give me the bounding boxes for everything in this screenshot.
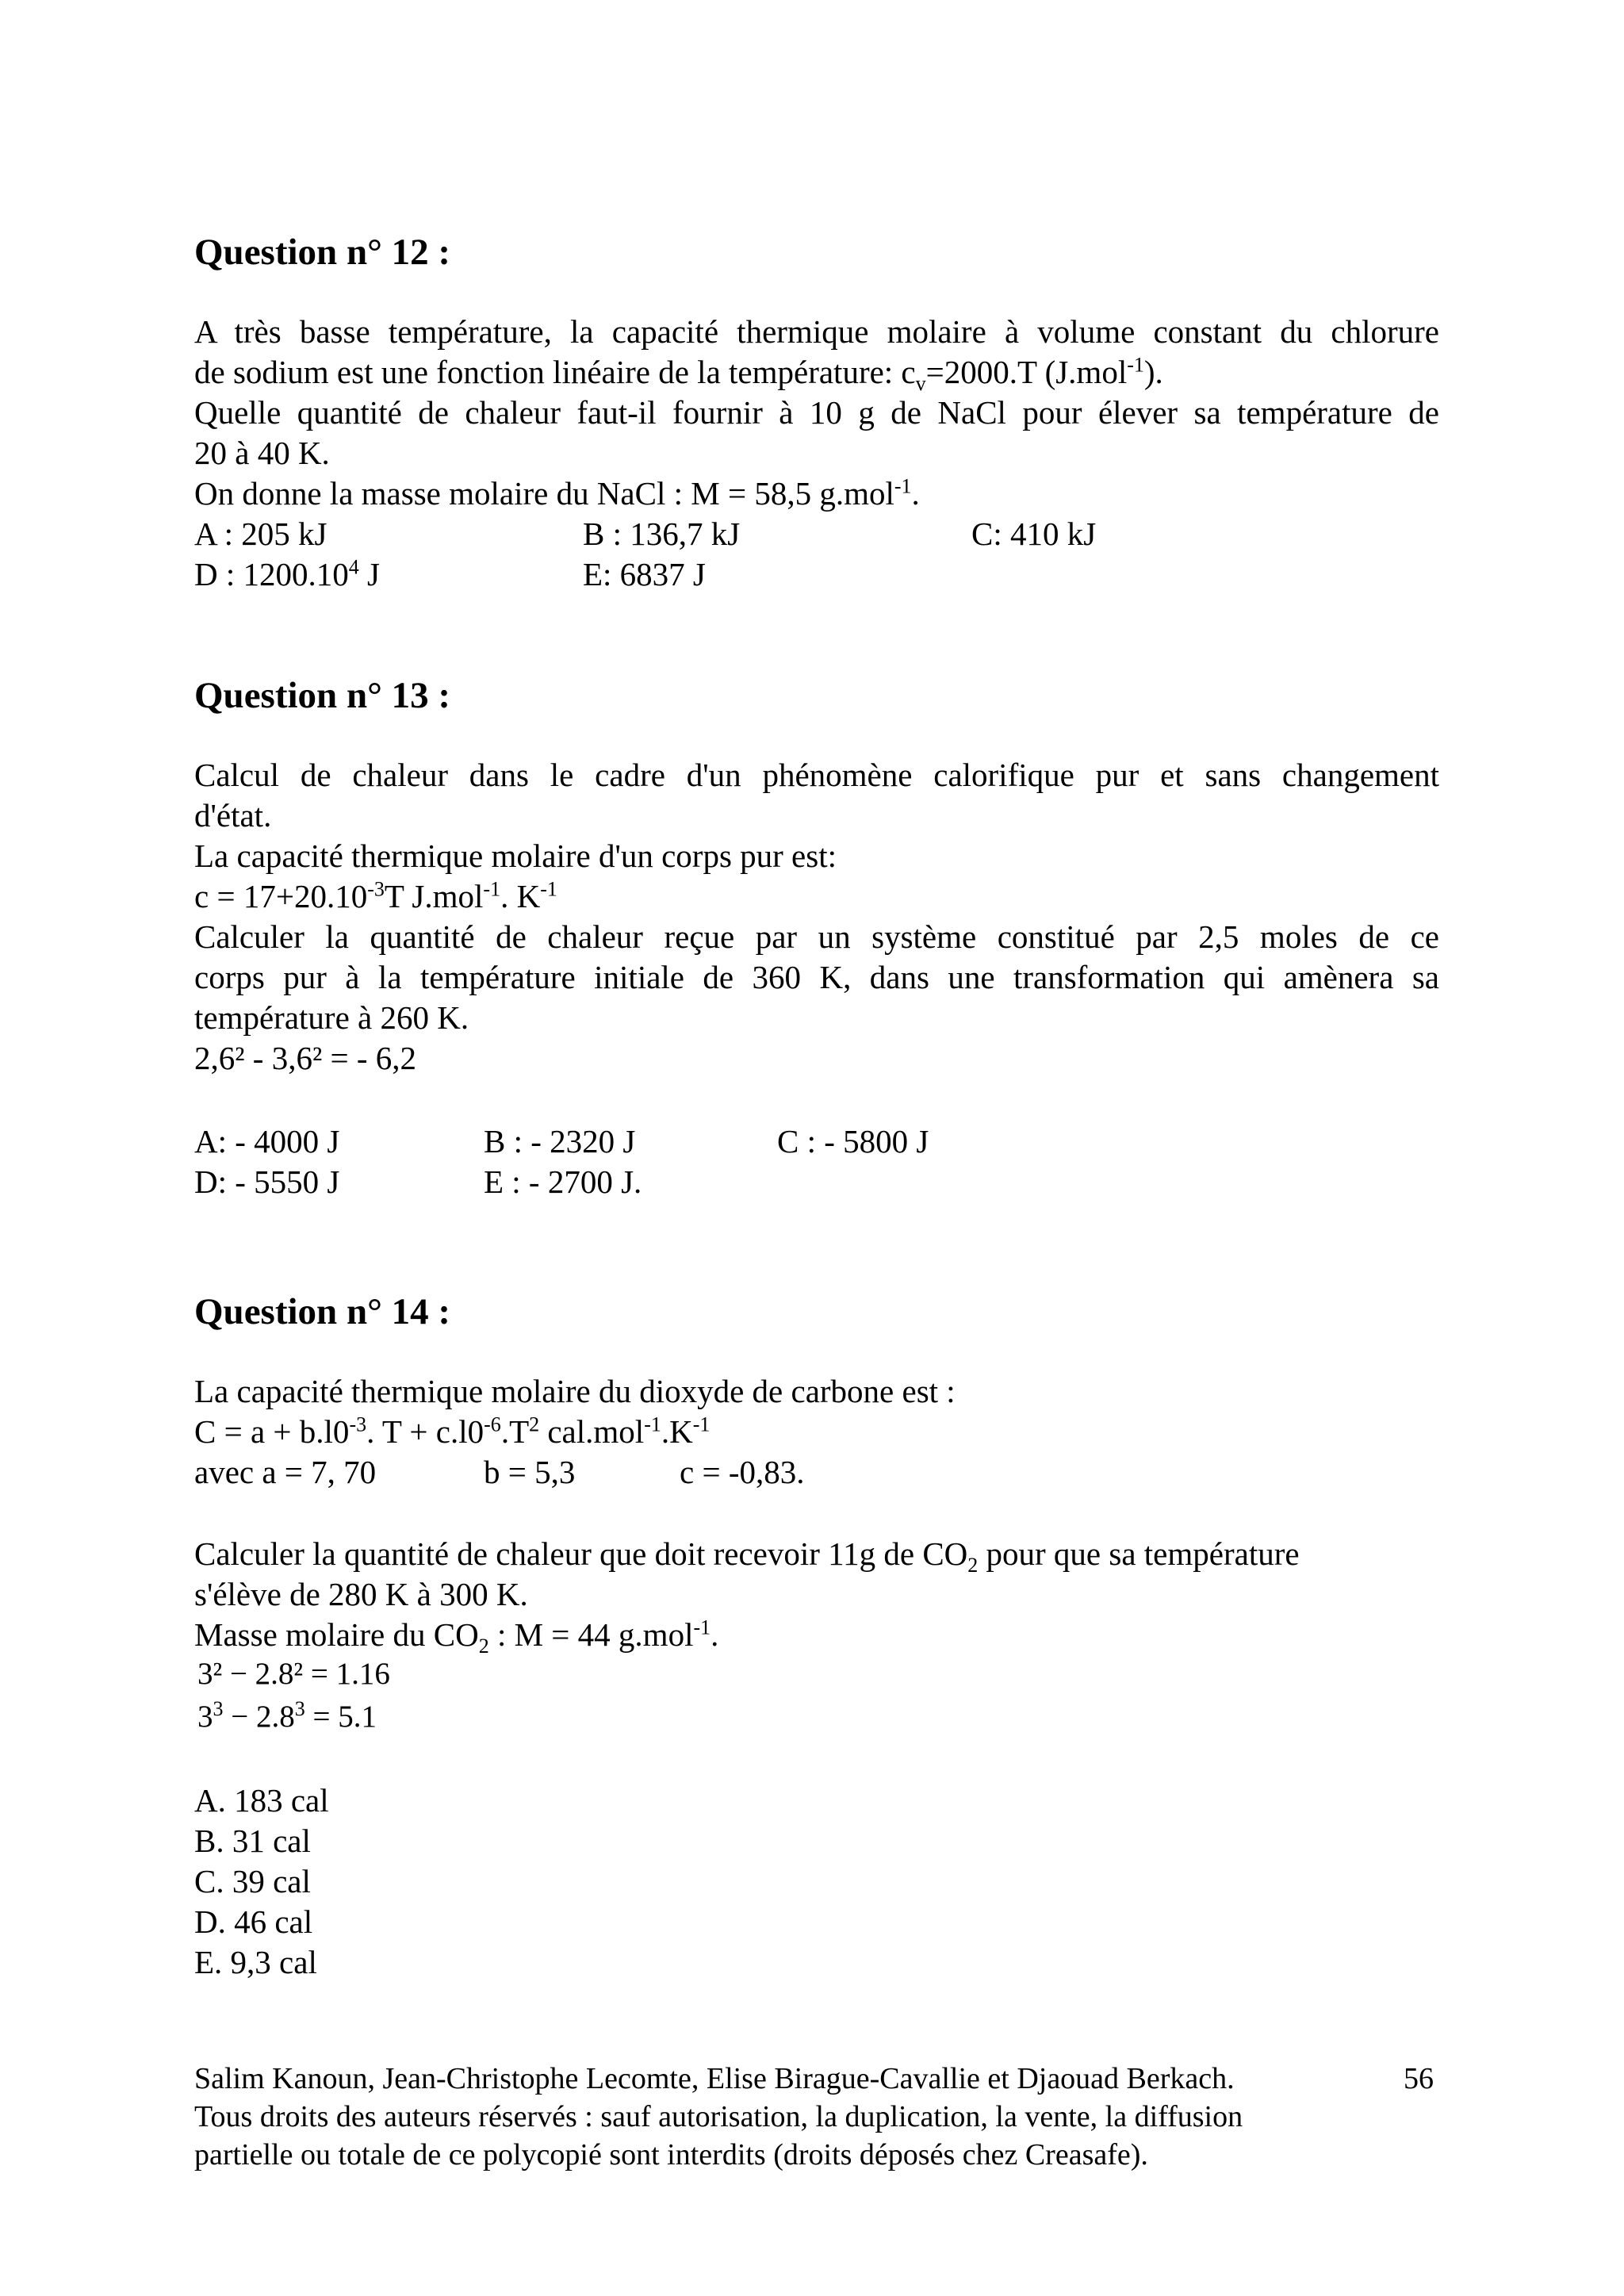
q14-formula-line: $C = a + b.l0^{-3}$. $T + c.l0^{-6}.T^2$ $cal.mol^{-1}.K^{-1}$: [194, 1412, 710, 1450]
q13-text-line-6: corps pur à la température initiale de 360 K, dans une transformation qui amènera sa: [194, 959, 1439, 995]
q13-hint-line: 2,6² - 3,6² = - 6,2: [194, 1040, 417, 1076]
q14-text-line-4: Calculer la quantité de chaleur que doit recevoir 11g de $CO_2$ pour que sa température: [194, 1535, 1300, 1577]
q13-text-line-3: La capacité thermique molaire d'un corps pur est:: [194, 838, 837, 874]
footer-copyright-line-1: Tous droits des auteurs réservés : sauf autorisation, la duplication, la vente, la diffusion: [194, 2100, 1243, 2133]
question-14-title: Question n° 14 :: [194, 1291, 451, 1332]
q13-option-a: A: - 4000 J: [194, 1123, 340, 1159]
q12-text-line-4: 20 à 40 K.: [194, 435, 330, 471]
q14-param-a: avec a = 7, 70: [194, 1454, 377, 1490]
page-number: 56: [1404, 2062, 1434, 2095]
q14-answer-d: D. 46 cal: [194, 1903, 313, 1940]
q13-text-line-2: d'état.: [194, 797, 272, 834]
q14-text-line-1: La capacité thermique molaire du dioxyde de carbone est :: [194, 1373, 956, 1409]
q13-text-line-1: Calcul de chaleur dans le cadre d'un phénomène calorifique pur et sans changement: [194, 757, 1439, 793]
q14-answer-e: E. 9,3 cal: [194, 1944, 317, 1980]
q13-option-d: D: - 5550 J: [194, 1163, 340, 1200]
q14-answer-a: A. 183 cal: [194, 1782, 329, 1819]
q13-option-b: B : - 2320 J: [484, 1123, 636, 1159]
q13-option-c: C : - 5800 J: [777, 1123, 929, 1159]
q14-answer-c: C. 39 cal: [194, 1863, 311, 1899]
q14-hint-line-1: 3² − 2.8² = 1.16: [197, 1657, 390, 1691]
q13-text-line-7: température à 260 K.: [194, 999, 469, 1036]
footer-copyright-line-2: partielle ou totale de ce polycopié sont interdits (droits déposés chez Creasafe).: [194, 2138, 1148, 2171]
q14-text-line-5: s'élève de 280 K à 300 K.: [194, 1576, 528, 1612]
question-13-title: Question n° 13 :: [194, 675, 451, 716]
q12-option-b: B : 136,7 kJ: [583, 516, 741, 552]
q13-formula-line: $c = 17+20.10^{-3}T$ J.mol$^{-1}$. $K^{-1}$: [194, 877, 557, 914]
q12-text-line-5: On donne la masse molaire du NaCl : M = 58,5 g.mol$^{-1}$.: [194, 474, 920, 512]
q14-answer-b: B. 31 cal: [194, 1823, 311, 1859]
q13-option-e: E : - 2700 J.: [484, 1163, 642, 1200]
q12-text-line-1: A très basse température, la capacité thermique molaire à volume constant du chlorure: [194, 313, 1439, 350]
q12-option-c: C: 410 kJ: [971, 516, 1097, 552]
q12-option-a: A : 205 kJ: [194, 516, 327, 552]
q12-text-line-2: de sodium est une fonction linéaire de la température: $c_v=2000.T$ (J.mol$^{-1}$).: [194, 353, 1163, 396]
q12-text-line-3: Quelle quantité de chaleur faut-il fournir à 10 g de NaCl pour élever sa température de: [194, 394, 1439, 431]
q12-option-e: E: 6837 J: [583, 556, 706, 592]
q14-text-line-6: Masse molaire du $CO_2$ : M = 44 g.mol$^{-1}$.: [194, 1616, 719, 1658]
q12-option-d: D : 1200.10$^4$ J: [194, 555, 380, 592]
footer-authors: Salim Kanoun, Jean-Christophe Lecomte, Elise Birague-Cavallie et Djaouad Berkach.: [194, 2062, 1235, 2095]
q14-hint-line-2: $3^3 - 2.8^3 = 5.1$: [197, 1697, 377, 1734]
q13-text-line-5: Calculer la quantité de chaleur reçue par un système constitué par 2,5 moles de ce: [194, 918, 1439, 955]
q14-param-c: c = -0,83.: [680, 1454, 805, 1490]
question-12-title: Question n° 12 :: [194, 232, 451, 273]
q14-param-b: b = 5,3: [484, 1454, 576, 1490]
